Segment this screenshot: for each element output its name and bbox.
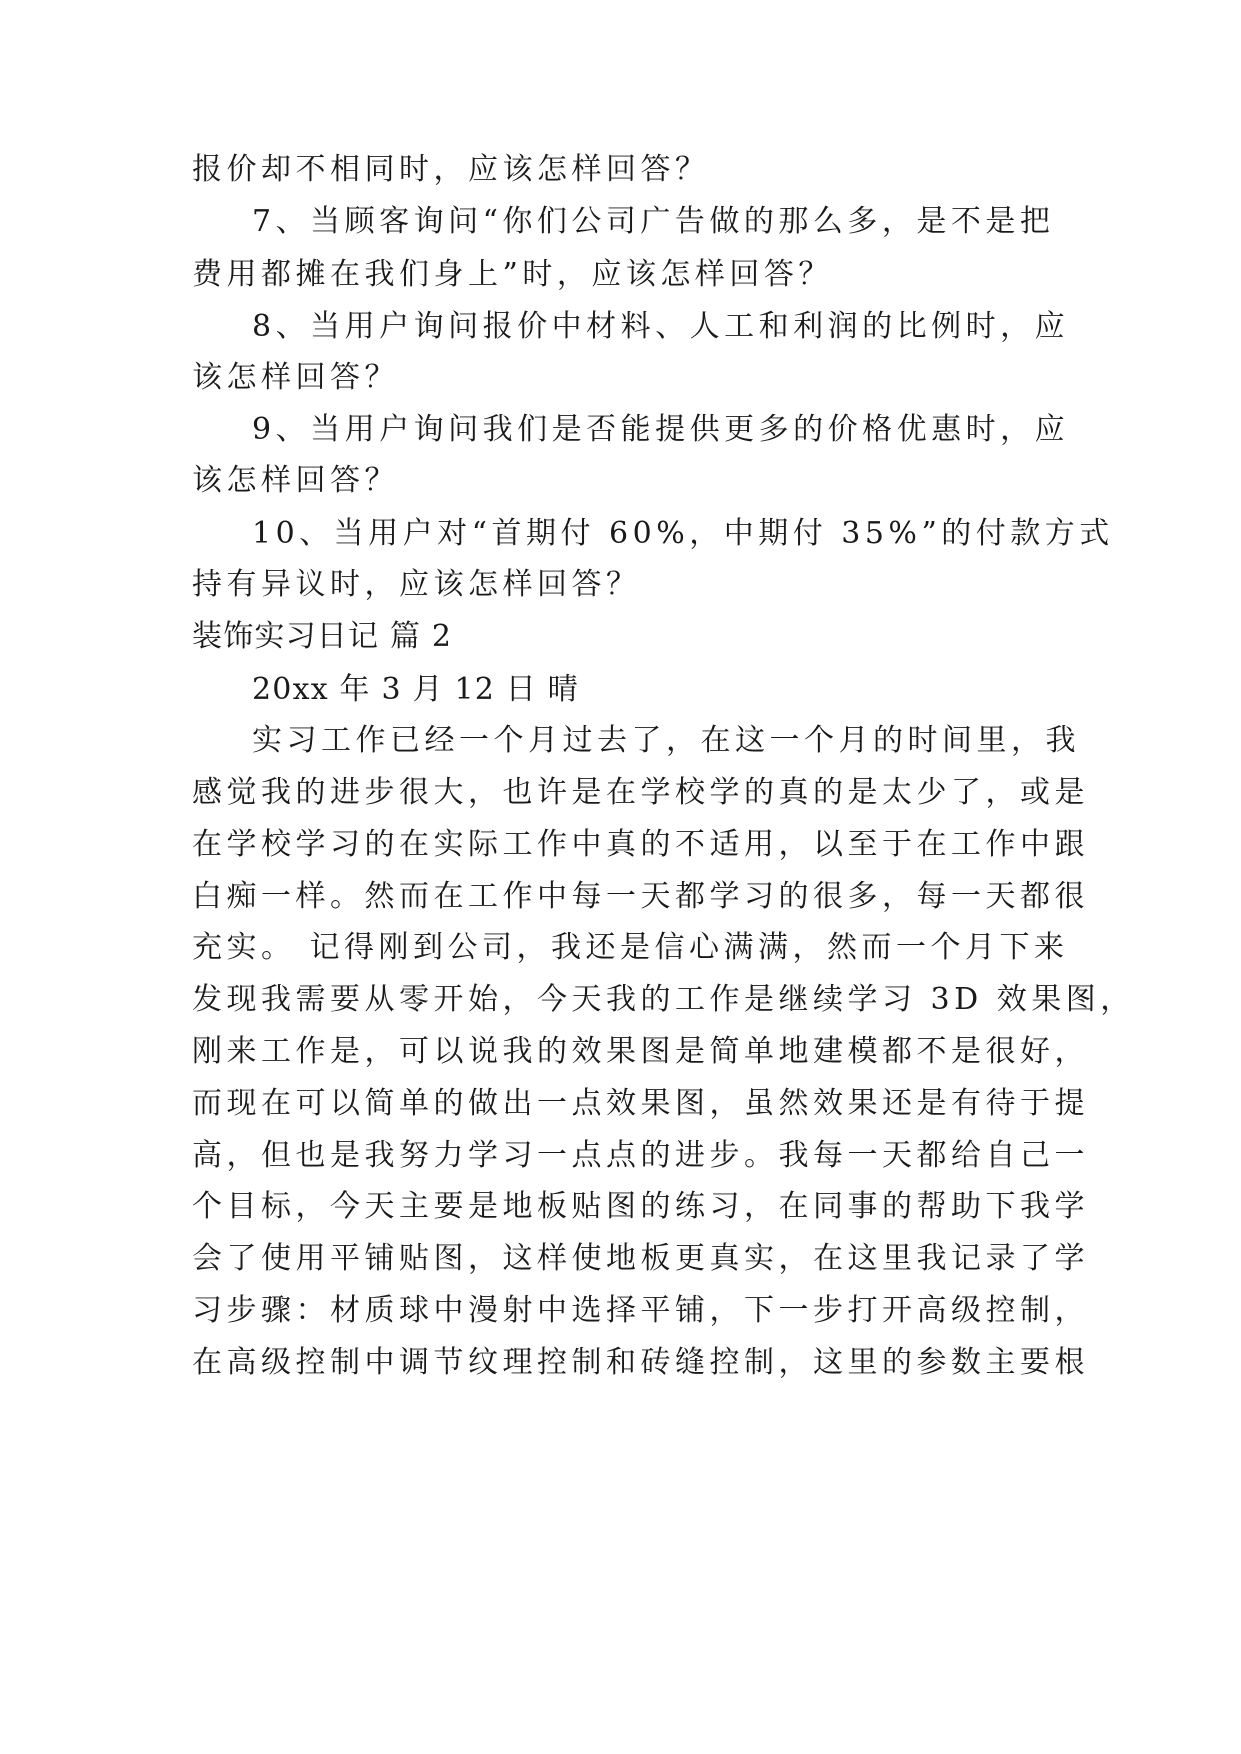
paragraph-line: 7、当顾客询问“你们公司广告做的那么多，是不是把 — [252, 204, 1055, 239]
paragraph-line: 在学校学习的在实际工作中真的不适用，以至于在工作中跟 — [192, 827, 1089, 862]
paragraph-line: 8、当用户询问报价中材料、人工和利润的比例时，应 — [252, 309, 1070, 344]
paragraph-line: 费用都摊在我们身上”时，应该怎样回答？ — [192, 257, 833, 292]
section-heading: 装饰实习日记 篇 2 — [192, 619, 453, 654]
paragraph-line: 持有异议时，应该怎样回答？ — [192, 567, 641, 602]
paragraph-line: 充实。 记得刚到公司，我还是信心满满，然而一个月下来 — [192, 930, 1069, 965]
paragraph-line: 习步骤：材质球中漫射中选择平铺，下一步打开高级控制， — [192, 1293, 1089, 1328]
paragraph-line: 9、当用户询问我们是否能提供更多的价格优惠时，应 — [252, 412, 1070, 447]
diary-date: 20xx 年 3 月 12 日 晴 — [252, 672, 579, 707]
paragraph-line: 10、当用户对“首期付 60%，中期付 35%”的付款方式 — [252, 516, 1114, 551]
paragraph-line: 实习工作已经一个月过去了，在这一个月的时间里，我 — [252, 723, 1080, 758]
paragraph-line: 发现我需要从零开始，今天我的工作是继续学习 3D 效果图， — [192, 982, 1135, 1017]
paragraph-line: 在高级控制中调节纹理控制和砖缝控制，这里的参数主要根 — [192, 1345, 1089, 1380]
paragraph-line: 报价却不相同时，应该怎样回答？ — [192, 152, 710, 187]
paragraph-line: 该怎样回答？ — [192, 360, 399, 395]
paragraph-line: 个目标，今天主要是地板贴图的练习，在同事的帮助下我学 — [192, 1189, 1089, 1224]
paragraph-line: 会了使用平铺贴图，这样使地板更真实，在这里我记录了学 — [192, 1241, 1089, 1276]
paragraph-line: 该怎样回答？ — [192, 463, 399, 498]
paragraph-line: 刚来工作是，可以说我的效果图是简单地建模都不是很好， — [192, 1034, 1089, 1069]
paragraph-line: 高，但也是我努力学习一点点的进步。我每一天都给自己一 — [192, 1138, 1089, 1173]
paragraph-line: 而现在可以简单的做出一点效果图，虽然效果还是有待于提 — [192, 1086, 1089, 1121]
paragraph-line: 感觉我的进步很大，也许是在学校学的真的是太少了，或是 — [192, 775, 1089, 810]
paragraph-line: 白痴一样。然而在工作中每一天都学习的很多，每一天都很 — [192, 879, 1089, 914]
